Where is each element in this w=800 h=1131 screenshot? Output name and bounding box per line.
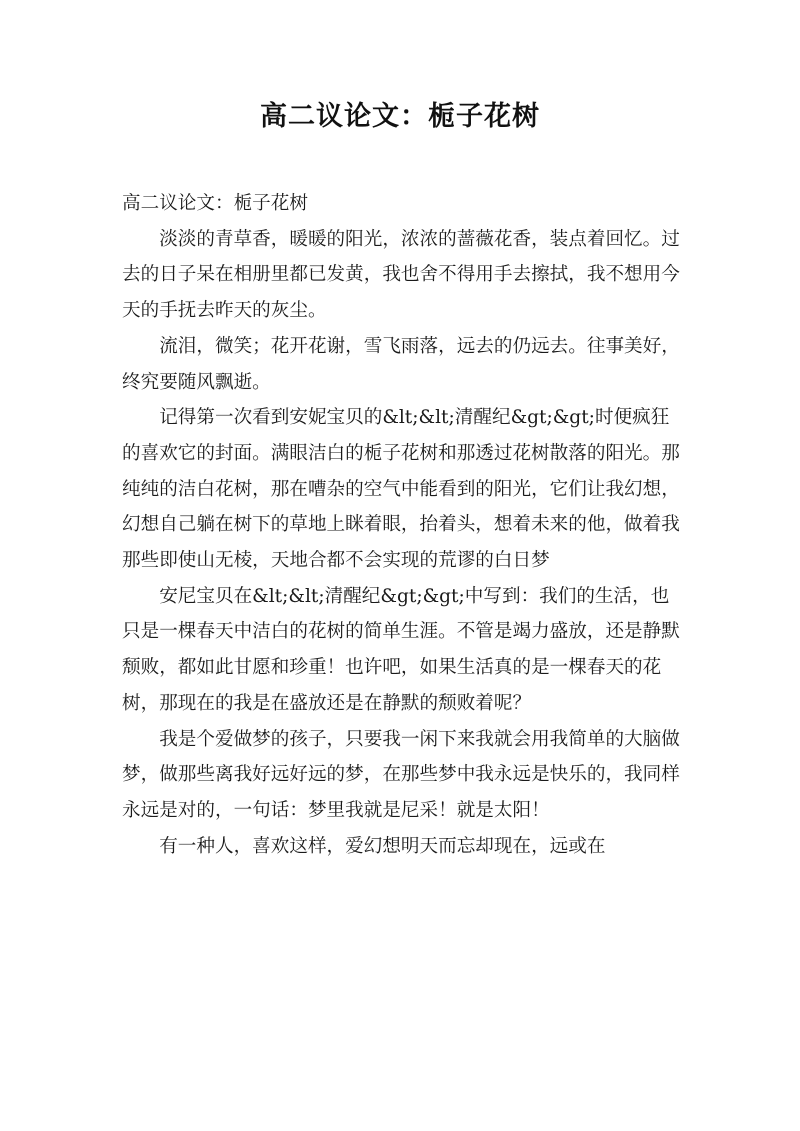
paragraph-heading: 高二议论文：栀子花树 (122, 193, 308, 214)
paragraph: 有一种人，喜欢这样，爱幻想明天而忘却现在，远或在 (159, 835, 606, 857)
document-body (122, 186, 682, 864)
page-title: 高二议论文：栀子花树 (260, 101, 540, 132)
paragraph: 流泪，微笑；花开花谢，雪飞雨落，远去的仍远去。往事美好，终究要随风飘逝。 (122, 335, 680, 393)
paragraph: 安尼宝贝在&lt;&lt;清醒纪&gt;&gt;中写到：我们的生活，也只是一棵春天中洁白的花树的简单生涯。不管是竭力盛放，还是静默颓败，都如此甘愿和珍重！也许吧，如果生活真的是一棵春天的花树，那现在的我是在盛放还是在静默的颓败着呢？ (122, 585, 680, 714)
paragraph: 淡淡的青草香，暖暖的阳光，浓浓的蔷薇花香，装点着回忆。过去的日子呆在相册里都已发黄，我也舍不得用手去擦拭，我不想用今天的手抚去昨天的灰尘。 (122, 228, 680, 322)
paragraph: 记得第一次看到安妮宝贝的&lt;&lt;清醒纪&gt;&gt;时便疯狂的喜欢它的封面。满眼洁白的栀子花树和那透过花树散落的阳光。那纯纯的洁白花树，那在嘈杂的空气中能看到的阳光，它们让我幻想，幻想自己躺在树下的草地上眯着眼，抬着头，想着未来的他，做着我那些即使山无棱，天地合都不会实现的荒谬的白日梦 (122, 407, 680, 572)
paragraph: 我是个爱做梦的孩子，只要我一闲下来我就会用我简单的大脑做梦，做那些离我好远好远的梦，在那些梦中我永远是快乐的，我同样永远是对的，一句话：梦里我就是尼采！就是太阳！ (122, 728, 680, 821)
